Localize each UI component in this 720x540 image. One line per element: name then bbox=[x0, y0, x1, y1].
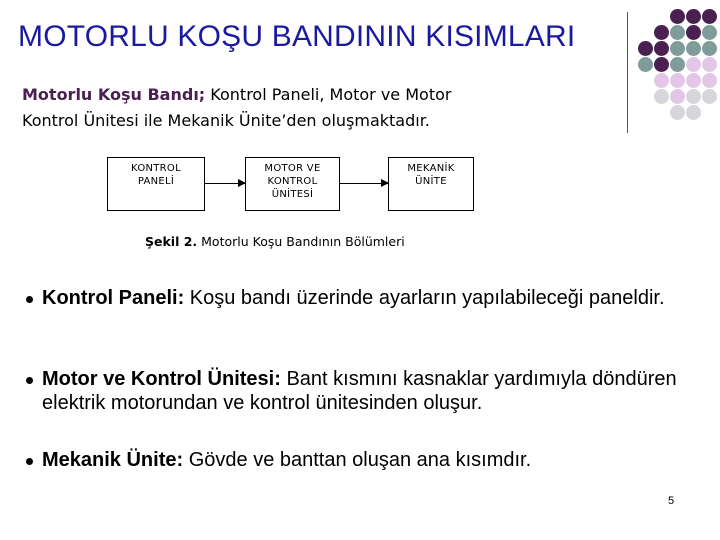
bullet-text: Bant kısmını kasnaklar yardımıyla döndüren elektrik motorundan ve kontrol ünitesinden oluşur. bbox=[42, 368, 677, 414]
arrow-2 bbox=[340, 183, 388, 184]
decorative-dot bbox=[670, 25, 685, 40]
intro-text bbox=[22, 82, 451, 134]
bullet-term: Motor ve Kontrol Ünitesi: bbox=[42, 368, 281, 390]
decorative-dot bbox=[702, 73, 717, 88]
box-line: KONTROL bbox=[267, 176, 318, 187]
box-line: MEKANİK bbox=[407, 163, 455, 174]
caption-text: Motorlu Koşu Bandının Bölümleri bbox=[197, 234, 405, 249]
bullet-dot bbox=[26, 296, 33, 303]
bullet-term: Mekanik Ünite: bbox=[42, 449, 184, 471]
decorative-dot bbox=[686, 57, 701, 72]
decorative-dot bbox=[702, 41, 717, 56]
caption-label: Şekil 2. bbox=[145, 234, 198, 249]
page-number: 5 bbox=[668, 495, 675, 507]
bullet-term: Kontrol Paneli: bbox=[42, 287, 185, 309]
box-line: MOTOR VE bbox=[264, 163, 321, 174]
decorative-dot bbox=[702, 89, 717, 104]
decorative-dot bbox=[702, 25, 717, 40]
decorative-dot bbox=[670, 105, 685, 120]
box-line: ÜNİTESİ bbox=[271, 189, 314, 200]
box-line: KONTROL bbox=[131, 163, 181, 174]
figure-caption bbox=[145, 234, 405, 249]
decorative-dot bbox=[670, 89, 685, 104]
bullet-mekanik-unite bbox=[42, 448, 702, 472]
slide-title: MOTORLU KOŞU BANDININ KISIMLARI bbox=[18, 20, 576, 53]
box-motor-kontrol bbox=[245, 157, 340, 211]
title-divider bbox=[627, 12, 628, 133]
intro-line2: Kontrol Ünitesi ile Mekanik Ünite’den oluşmaktadır. bbox=[22, 111, 430, 130]
bullet-kontrol-paneli bbox=[42, 286, 702, 310]
bullet-dot bbox=[26, 377, 33, 384]
box-line: PANELİ bbox=[137, 176, 175, 187]
decorative-dot bbox=[702, 57, 717, 72]
decorative-dot bbox=[654, 57, 669, 72]
decorative-dot bbox=[654, 25, 669, 40]
bullet-motor-kontrol bbox=[42, 367, 702, 415]
decorative-dot bbox=[686, 73, 701, 88]
decorative-dot-grid bbox=[638, 9, 718, 121]
decorative-dot bbox=[638, 41, 653, 56]
decorative-dot bbox=[686, 89, 701, 104]
decorative-dot bbox=[686, 41, 701, 56]
intro-line1: Kontrol Paneli, Motor ve Motor bbox=[205, 85, 452, 104]
decorative-dot bbox=[670, 57, 685, 72]
decorative-dot bbox=[670, 9, 685, 24]
decorative-dot bbox=[638, 57, 653, 72]
decorative-dot bbox=[670, 73, 685, 88]
decorative-dot bbox=[654, 73, 669, 88]
box-kontrol-paneli bbox=[107, 157, 205, 211]
bullet-text: Gövde ve banttan oluşan ana kısımdır. bbox=[183, 449, 532, 471]
decorative-dot bbox=[686, 25, 701, 40]
arrow-1 bbox=[205, 183, 245, 184]
box-line: ÜNİTE bbox=[415, 176, 447, 187]
decorative-dot bbox=[670, 41, 685, 56]
intro-bold: Motorlu Koşu Bandı; bbox=[22, 85, 206, 104]
bullet-text: Koşu bandı üzerinde ayarların yapılabileceği paneldir. bbox=[184, 287, 665, 309]
decorative-dot bbox=[686, 9, 701, 24]
decorative-dot bbox=[654, 41, 669, 56]
decorative-dot bbox=[654, 89, 669, 104]
box-mekanik-unite bbox=[388, 157, 474, 211]
bullet-dot bbox=[26, 458, 33, 465]
decorative-dot bbox=[686, 105, 701, 120]
decorative-dot bbox=[702, 9, 717, 24]
